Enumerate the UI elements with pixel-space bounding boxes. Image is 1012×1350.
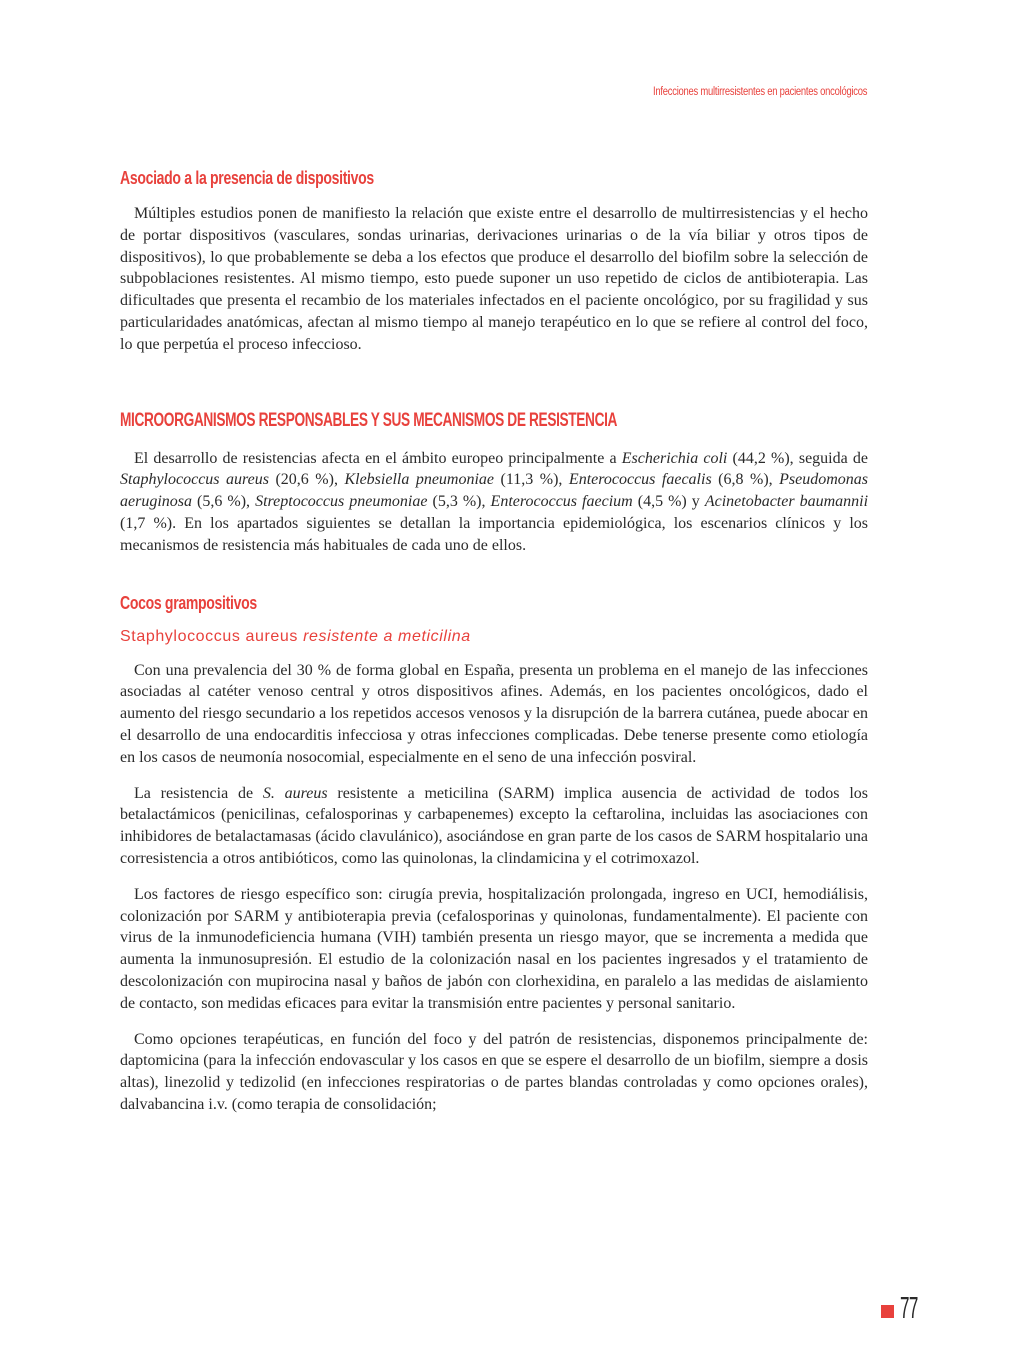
paragraph-sarm-therapy: Como opciones terapéuticas, en función del foco y del patrón de resistencias, disponemos principalmente de: daptomicina (para la infección endovascular y los casos en que se espere el desarrollo de un biofilm, siempre a dosis altas), linezolid y tedizolid (en infecciones respiratorias o de partes blandas controladas y como opciones orales), dalvabancina i.v. (como terapia de consolidación; [120, 1030, 868, 1113]
organism-heading-sarm: Staphylococcus aureus resistente a meticilina [120, 627, 471, 645]
page-number-text: 77 [900, 1290, 918, 1325]
organism-saureus: Staphylococcus aureus [120, 471, 269, 489]
organism-klebsiella: Klebsiella pneumoniae [344, 471, 495, 489]
page-content [120, 168, 868, 1130]
subheading-cocos: Cocos grampositivos [120, 592, 257, 613]
section-heading-microorganisms: MICROORGANISMOS RESPONSABLES Y SUS MECANISMOS DE RESISTENCIA [120, 409, 618, 431]
organism-pseudomonas: Pseudomonas aeruginosa [120, 471, 869, 511]
subheading-devices: Asociado a la presencia de dispositivos [120, 168, 374, 188]
paragraph-micro-intro: El desarrollo de resistencias afecta en el ámbito europeo principalmente a Escherichia coli (44,2 %), seguida de Staphylococcus aureus (20,6 %), Klebsiella pneumoniae (11,3 %), Enterococcus faecalis (6,8 %), Pseudomonas aeruginosa (5,6 %), Streptococcus pneumoniae (5,3 %), Enterococcus faecium (4,5 %) y Acinetobacter baumannii (1,7 %). En los apartados siguientes se detallan la importancia epidemiológica, los escenarios clínicos y los mecanismos de resistencia más habituales de cada uno de ellos. [120, 449, 869, 554]
organism-ecoli: Escherichia coli [621, 449, 728, 467]
running-header: Infecciones multirresistentes en pacientes oncológicos [652, 86, 867, 98]
organism-efaecium: Enterococcus faecium [490, 493, 633, 511]
organism-acinetobacter: Acinetobacter baumannii [704, 493, 869, 511]
paragraph-devices: Múltiples estudios ponen de manifiesto la relación que existe entre el desarrollo de multirresistencias y el hecho de portar dispositivos (vasculares, sondas urinarias, derivaciones urinarias o de la vía biliar y otros tipos de dispositivos), lo que probablemente se deba a los efectos que produce el desarrollo del biofilm sobre la selección de subpoblaciones resistentes. Al mismo tiempo, esto puede suponer un uso repetido de ciclos de antibioterapia. Las dificultades que presenta el recambio de los materiales infectados en el paciente oncológico, por su fragilidad y sus particularidades anatómicas, afectan al mismo tiempo al manejo terapéutico en lo que se refiere al control del foco, lo que perpetúa el proceso infeccioso. [120, 205, 868, 353]
page-number [881, 1290, 926, 1326]
paragraph-sarm-prevalence: Con una prevalencia del 30 % de forma global en España, presenta un problema en el manejo de las infecciones asociadas al catéter venoso central y otros dispositivos afines. Además, en los pacientes oncológicos, dado el aumento del riesgo secundario a los repetidos accesos venosos y la disrupción de la barrera cutánea, puede abocar en el desarrollo de una endocarditis infecciosa y otras infecciones complicadas. Debe tenerse presente como etiología en los casos de neumonía nosocomial, especialmente en el seno de una infección posviral. [120, 661, 868, 766]
paragraph-sarm-resistance: La resistencia de S. aureus resistente a meticilina (SARM) implica ausencia de actividad de todos los betalactámicos (penicilinas, cefalosporinas y carbapenemes) excepto la ceftarolina, incluidas las asociaciones con inhibidores de betalactamasas (ácido clavulánico), asociándose en gran parte de los casos de SARM hospitalario una corresistencia a otros antibióticos, como las quinolonas, la clindamicina y el cotrimoxazol. [120, 784, 868, 867]
organism-streptococcus: Streptococcus pneumoniae [255, 493, 428, 511]
organism-efaecalis: Enterococcus faecalis [568, 471, 712, 489]
paragraph-sarm-risk-factors: Los factores de riesgo específico son: cirugía previa, hospitalización prolongada, ingreso en UCI, hemodiálisis, colonización por SARM y antibioterapia previa (cefalosporinas y quinolonas, fundamentalmente). El paciente con virus de la inmunodeficiencia humana (VIH) también presenta un riesgo mayor, que se incrementa a medida que aumenta la inmunosupresión. El estudio de la colonización nasal en los pacientes ingresados y el tratamiento de descolonización con mupirocina nasal y baños de jabón con clorhexidina, en paralelo a las medidas de aislamiento de contacto, son medidas eficaces para evitar la transmisión entre pacientes y personal sanitario. [120, 885, 868, 1012]
organism-s-aureus: S. aureus [262, 784, 328, 802]
page-marker-square [881, 1305, 894, 1318]
